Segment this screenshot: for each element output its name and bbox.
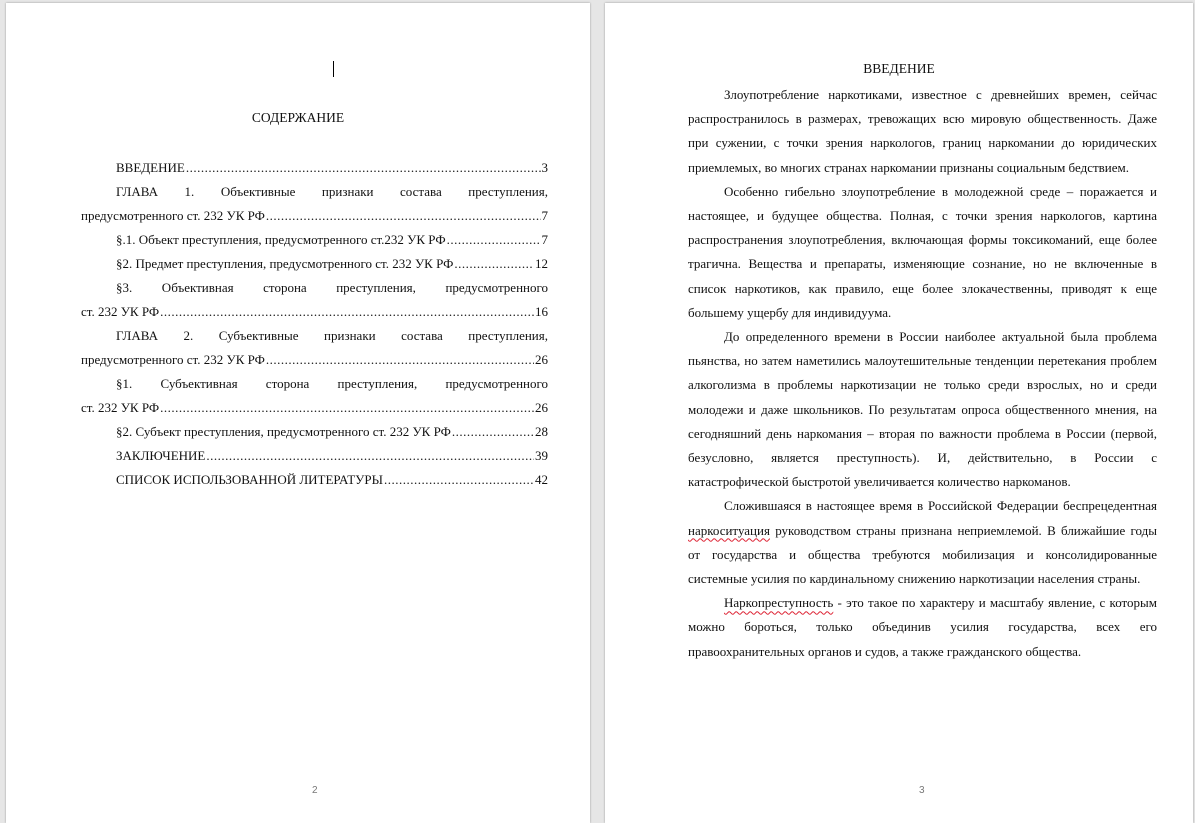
intro-body — [688, 83, 1157, 664]
toc-leader-dots — [454, 252, 534, 276]
paragraph-text: - это такое по характеру и масштабу явление, с которым можно бороться, только объединив усилия государства, всех его правоохранительных органов и судов, а также гражданского общества. — [688, 595, 1157, 659]
table-of-contents — [81, 156, 548, 492]
body-paragraph — [688, 325, 1157, 494]
paragraph-text: Сложившаяся в настоящее время в Российской Федерации беспрецедентная — [724, 498, 1157, 514]
body-paragraph — [688, 591, 1157, 664]
misspelled-word: наркоситуация — [688, 522, 770, 538]
toc-page-number: 26 — [535, 400, 548, 415]
toc-entry-text: предусмотренного ст. 232 УК РФ — [81, 208, 265, 223]
page-right — [605, 3, 1193, 823]
page-left — [6, 3, 590, 823]
paragraph-text: До определенного времени в России наиболее актуальной была проблема пьянства, но затем наметились малоутешительные тенденции перетекания проблем алкоголизма в проблемы наркотизации не только среди взрослых, но и среди молодежи и даже школьников. По результатам опроса общественного мнения, на сегодняшний день наркомания – вторая по важности проблема в России (первой, безусловно, является преступность). И, действительно, в России с катастрофической быстротой увеличивается количество наркоманов. — [688, 329, 1157, 490]
text-cursor — [333, 61, 334, 77]
body-paragraph — [688, 180, 1157, 325]
toc-entry[interactable] — [81, 276, 548, 324]
body-paragraph — [688, 494, 1157, 591]
toc-entry-text: ГЛАВА 1. Объективные признаки состава преступления, — [116, 184, 548, 199]
paragraph-text: Злоупотребление наркотиками, известное с древнейших времен, сейчас распространилось в размерах, тревожащих всю мировую общественность. Даже при сужении, с точки зрения наркологов, границ наркомании до юридических приемлемых, во многих странах наркомании признаны социальным бедствием. — [688, 87, 1157, 175]
toc-entry-text: §1. Субъективная сторона преступления, предусмотренного — [116, 376, 548, 391]
toc-leader-dots — [206, 444, 534, 468]
toc-entry[interactable] — [81, 468, 548, 492]
toc-leader-dots — [186, 156, 541, 180]
toc-leader-dots — [160, 300, 534, 324]
toc-entry-text: ВВЕДЕНИЕ — [116, 160, 185, 175]
body-paragraph — [688, 83, 1157, 180]
page-number-left: 2 — [312, 785, 318, 796]
toc-page-number: 42 — [535, 472, 548, 487]
toc-page-number: 7 — [541, 232, 548, 247]
toc-entry-text: предусмотренного ст. 232 УК РФ — [81, 352, 265, 367]
toc-leader-dots — [384, 468, 534, 492]
toc-title: СОДЕРЖАНИЕ — [251, 110, 345, 125]
toc-entry-text: §2. Субъект преступления, предусмотренного ст. 232 УК РФ — [116, 424, 451, 439]
toc-page-number: 39 — [535, 448, 548, 463]
toc-entry[interactable] — [81, 156, 548, 180]
toc-entry[interactable] — [81, 228, 548, 252]
toc-leader-dots — [160, 396, 534, 420]
misspelled-word: Наркопреступность — [724, 595, 834, 611]
paragraph-text: Особенно гибельно злоупотребление в молодежной среде – поражается и настоящее, и будущее общества. Полная, с точки зрения наркологов, картина распространения злоупотребления, включающая формы токсикоманий, еще более трагична. Вещества и препараты, изменяющие сознание, но не включенные в список наркотиков, как правило, еще более злокачественны, приводят к еще большему ущербу для индивидуума. — [688, 183, 1157, 320]
toc-entry-text: §.1. Объект преступления, предусмотренного ст.232 УК РФ — [116, 232, 446, 247]
toc-leader-dots — [266, 348, 534, 372]
toc-page-number: 12 — [535, 256, 548, 271]
toc-entry-text: ст. 232 УК РФ — [81, 304, 160, 319]
toc-leader-dots — [266, 204, 541, 228]
toc-entry-text: §3. Объективная сторона преступления, предусмотренного — [116, 280, 548, 295]
toc-page-number: 7 — [541, 208, 548, 223]
toc-page-number: 26 — [535, 352, 548, 367]
toc-page-number: 3 — [541, 160, 548, 175]
toc-entry-text: ст. 232 УК РФ — [81, 400, 160, 415]
toc-page-number: 28 — [535, 424, 548, 439]
toc-entry[interactable] — [81, 444, 548, 468]
toc-entry-text: СПИСОК ИСПОЛЬЗОВАННОЙ ЛИТЕРАТУРЫ — [116, 472, 383, 487]
intro-title: ВВЕДЕНИЕ — [863, 61, 935, 76]
toc-entry[interactable] — [81, 372, 548, 420]
toc-entry-text: ЗАКЛЮЧЕНИЕ — [116, 448, 206, 463]
toc-page-number: 16 — [535, 304, 548, 319]
toc-entry[interactable] — [81, 420, 548, 444]
toc-entry[interactable] — [81, 180, 548, 228]
page-number-right: 3 — [919, 785, 925, 796]
toc-leader-dots — [452, 420, 534, 444]
toc-entry-text: §2. Предмет преступления, предусмотренного ст. 232 УК РФ — [116, 256, 454, 271]
toc-entry-text: ГЛАВА 2. Субъективные признаки состава преступления, — [116, 328, 548, 343]
toc-entry[interactable] — [81, 252, 548, 276]
toc-entry[interactable] — [81, 324, 548, 372]
toc-leader-dots — [447, 228, 541, 252]
paragraph-text: руководством страны признана неприемлемой. В ближайшие годы от государства и общества требуются мобилизация и консолидированные системные усилия по кардинальному снижению наркотизации населения страны. — [688, 522, 1157, 587]
